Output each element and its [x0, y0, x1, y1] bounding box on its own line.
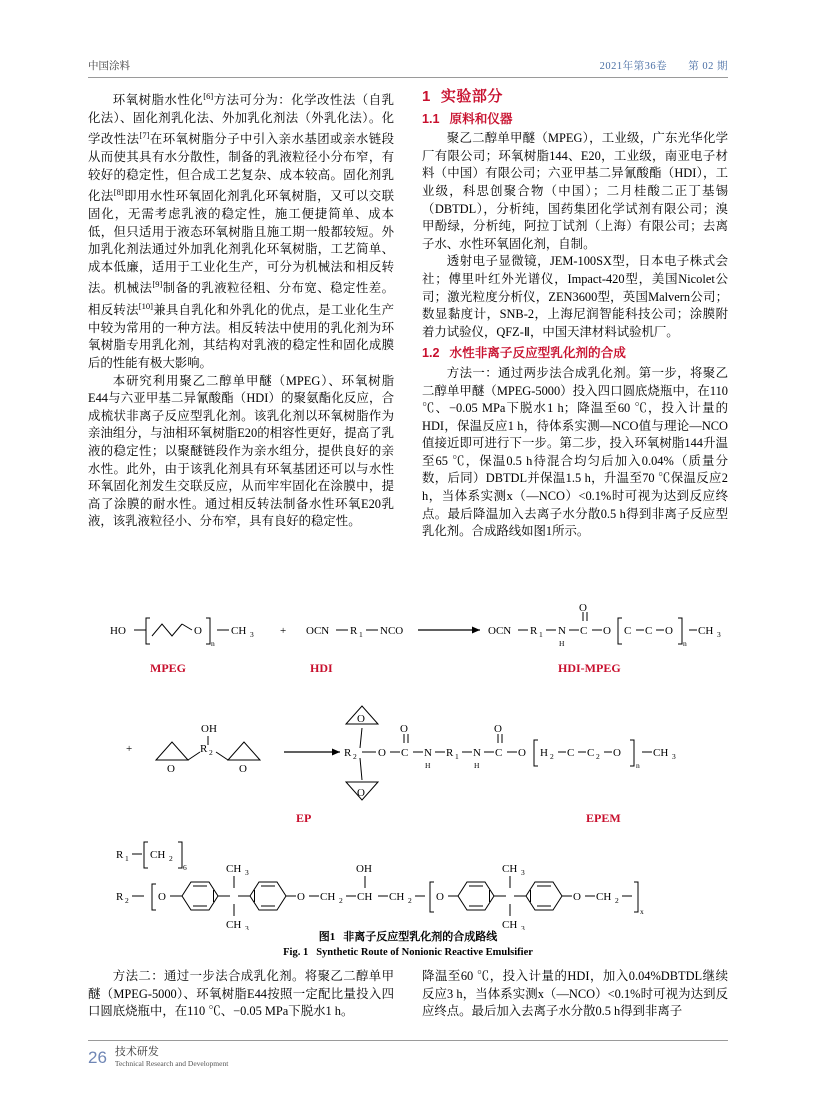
svg-text:O: O	[158, 891, 166, 903]
svg-text:C: C	[580, 625, 588, 637]
subsection-title-2: 水性非离子反应型乳化剂的合成	[449, 346, 626, 361]
svg-text:O: O	[297, 891, 305, 903]
svg-text:O: O	[573, 891, 581, 903]
svg-text:2: 2	[550, 752, 554, 761]
figure-caption-en	[88, 945, 728, 960]
svg-text:2: 2	[209, 748, 213, 757]
section-number: 1	[422, 88, 431, 105]
svg-text:+: +	[126, 743, 133, 755]
svg-text:2: 2	[408, 896, 412, 905]
right-column	[422, 88, 728, 541]
subsection-title: 原料和仪器	[449, 111, 513, 126]
svg-text:R: R	[200, 743, 208, 755]
svg-text:2: 2	[169, 854, 173, 863]
svg-text:O: O	[579, 602, 587, 614]
page-footer	[88, 1040, 728, 1070]
svg-text:O: O	[665, 625, 673, 637]
svg-text:2: 2	[353, 752, 357, 761]
svg-text:CH: CH	[389, 891, 405, 903]
svg-text:+: +	[280, 625, 287, 637]
svg-text:R: R	[530, 625, 538, 637]
svg-text:3: 3	[250, 630, 254, 639]
svg-text:CH: CH	[231, 625, 247, 637]
svg-text:O: O	[613, 747, 621, 759]
reaction-scheme-svg	[88, 600, 728, 930]
section-heading-experimental	[422, 88, 728, 106]
svg-text:OH: OH	[201, 723, 217, 735]
svg-text:CH: CH	[698, 625, 714, 637]
label-epem: EPEM	[586, 811, 621, 825]
svg-text:2: 2	[125, 896, 129, 905]
svg-text:CH: CH	[226, 919, 242, 930]
paragraph-water-based-methods: 环氧树脂水性化[6]方法可分为：化学改性法（自乳化法）、固化剂乳化法、外加乳化剂法（外乳化法）。化学改性法[7]在环氧树脂分子中引入亲水基团或亲水链段从而使其具有水分散性，制备的乳液粒径小分布窄，有较好的稳定性，但合成工艺复杂、成本较高。固化剂乳化法[8]即用水性环氧固化剂乳化环氧树脂，又可以交联固化，无需考虑乳液的稳定性，施工便捷简单、成本低，但只适用于液态环氧树脂且施工期一般都较短。外加乳化剂法通过外加乳化剂乳化环氧树脂，工艺简单、成本低廉，适用于工业化生产，可分为机械法和相反转法。机械法[9]制备的乳液粒径粗、分布宽、稳定性差。相反转法[10]兼具自乳化和外乳化的优点，是工业化生产中较为常用的一种方法。相反转法中使用的乳化剂为环氧树脂专用乳化剂，其结构对乳液的稳定性和固化成膜后的性能有极大影响。	[88, 91, 395, 370]
svg-text:3: 3	[245, 924, 249, 930]
svg-text:H: H	[474, 761, 480, 770]
svg-text:R: R	[350, 625, 358, 637]
svg-text:O: O	[378, 747, 386, 759]
svg-text:CH: CH	[502, 919, 518, 930]
header-journal-name: 中国涂料	[88, 61, 130, 72]
svg-text:C: C	[645, 625, 653, 637]
svg-text:R: R	[344, 747, 352, 759]
svg-text:3: 3	[521, 924, 525, 930]
label-hdi-mpeg: HDI-MPEG	[558, 661, 621, 675]
svg-text:1: 1	[539, 630, 543, 639]
bottom-right-column	[422, 968, 728, 1021]
svg-text:CH: CH	[226, 863, 242, 875]
label-ep: EP	[296, 811, 312, 825]
label-mpeg: MPEG	[150, 661, 186, 675]
footer-section	[115, 1046, 228, 1070]
footer-section-en: Technical Research and Development	[114, 1059, 229, 1068]
svg-text:CH: CH	[320, 891, 336, 903]
svg-text:n: n	[211, 639, 215, 648]
subsection-heading-synthesis	[422, 345, 728, 363]
svg-text:2: 2	[615, 896, 619, 905]
svg-text:x: x	[640, 907, 644, 916]
svg-text:O: O	[518, 747, 526, 759]
svg-text:H: H	[559, 639, 565, 648]
svg-text:CH: CH	[596, 891, 612, 903]
svg-text:O: O	[167, 763, 175, 775]
svg-text:R: R	[116, 849, 124, 861]
svg-text:O: O	[194, 625, 202, 637]
subsection-heading-materials	[422, 111, 728, 129]
svg-text:OCN: OCN	[306, 625, 330, 637]
left-column	[88, 88, 394, 531]
paragraph-method-one: 方法一：通过两步法合成乳化剂。第一步，将聚乙二醇单甲醚（MPEG-5000）投入四口圆底烧瓶中，在110 ℃、−0.05 MPa下脱水1 h；降温至60 ℃，投入计量的HDI，保温反应1 h，待体系实测—NCO值与理论—NCO值接近即可进行下一步。第二步，投入环氧树脂144升温至65 ℃，保温0.5 h待混合均匀后加入0.04%（质量分数，后同）DBTDL并保温1.5 h，升温至70 ℃保温反应2 h，当体系实测x（—NCO）<0.1%时可视为达到反应终点。最后降温加入去离子水分散0.5 h得到非离子反应型乳化剂。合成路线如图1所示。	[422, 365, 728, 539]
header-issue-number: 第 02 期	[688, 61, 728, 72]
subsection-number-2: 1.2	[422, 346, 440, 361]
svg-text:H: H	[540, 747, 548, 759]
subsection-number: 1.1	[422, 111, 440, 126]
svg-text:2: 2	[596, 752, 600, 761]
svg-text:O: O	[603, 625, 611, 637]
svg-text:O: O	[357, 713, 365, 725]
paragraph-method-two-b: 降温至60 ℃，投入计量的HDI，加入0.04%DBTDL继续反应3 h，当体系实测x（—NCO）<0.1%时可视为达到反应终点。最后加入去离子水分散0.5 h得到非离子	[422, 969, 728, 1019]
svg-text:1: 1	[125, 854, 129, 863]
svg-text:C: C	[624, 625, 632, 637]
paragraph-method-two-a: 方法二：通过一步法合成乳化剂。将聚乙二醇单甲醚（MPEG-5000）、环氧树脂E44按照一定配比量投入四口圆底烧瓶中，在110 ℃、−0.05 MPa下脱水1 h。	[88, 969, 394, 1019]
svg-text:R: R	[446, 747, 454, 759]
page-header	[88, 58, 728, 78]
svg-text:3: 3	[717, 630, 721, 639]
svg-text:HO: HO	[110, 625, 126, 637]
paragraph-materials: 聚乙二醇单甲醚（MPEG），工业级，广东光华化学厂有限公司；环氧树脂144、E20，工业级，南亚电子材料（中国）有限公司；六亚甲基二异氰酸酯（HDI），工业级，科思创聚合物（中国）；二月桂酸二正丁基锡（DBTDL），分析纯，国药集团化学试剂有限公司；溴甲酚绿，分析纯，阿拉丁试剂（上海）有限公司；去离子水、水性环氧固化剂，自制。	[422, 131, 728, 251]
svg-text:N: N	[424, 747, 432, 759]
paragraph-study-overview: 本研究利用聚乙二醇单甲醚（MPEG）、环氧树脂E44与六亚甲基二异氰酸酯（HDI）的聚氨酯化反应，合成梳状非离子反应型乳化剂。该乳化剂以环氧树脂作为亲油组分，与油相环氧树脂E20的相容性更好，提高了乳液的稳定性；以聚醚链段作为亲水组分，提供良好的亲水性。此外，由于该乳化剂具有环氧基团还可以与水性环氧固化剂发生交联反应，从而牢牢固化在涂膜中，提高了涂膜的耐水性。通过相反转法制备水性环氧E20乳液，该乳液粒径小、分布窄，具有良好的稳定性。	[88, 373, 394, 529]
figure-reaction-scheme	[88, 600, 728, 930]
label-hdi: HDI	[310, 661, 333, 675]
svg-text:NCO: NCO	[380, 625, 404, 637]
svg-text:3: 3	[245, 868, 249, 877]
svg-text:CH: CH	[653, 747, 669, 759]
figure-caption-cn	[88, 930, 728, 945]
figure-caption-cn-text: 非离子反应型乳化剂的合成路线	[343, 931, 498, 943]
svg-text:6: 6	[183, 863, 187, 872]
svg-text:OCN: OCN	[488, 625, 512, 637]
svg-text:O: O	[436, 891, 444, 903]
bottom-left-column	[88, 968, 394, 1021]
svg-text:2: 2	[339, 896, 343, 905]
figure-caption-en-label: Fig. 1	[283, 947, 309, 958]
figure-caption-cn-label: 图1	[318, 931, 336, 943]
svg-text:N: N	[558, 625, 566, 637]
svg-text:C: C	[587, 747, 595, 759]
svg-text:O: O	[357, 787, 365, 799]
paragraph-instruments: 透射电子显微镜，JEM-100SX型，日本电子株式会社；傅里叶红外光谱仪，Impact-420型，美国Nicolet公司；激光粒度分析仪，ZEN3600型，英国Malvern公司；数显黏度计，SNB-2，上海尼润智能科技公司；涂膜附着力试验仪，QFZ-Ⅱ，中国天津材料试验机厂。	[422, 254, 728, 339]
svg-text:n: n	[636, 761, 640, 770]
svg-text:C: C	[567, 747, 575, 759]
svg-text:N: N	[473, 747, 481, 759]
svg-text:C: C	[495, 747, 503, 759]
svg-text:n: n	[683, 639, 687, 648]
svg-text:O: O	[494, 723, 502, 735]
header-issue-year: 2021年第36卷	[599, 61, 668, 72]
svg-text:3: 3	[672, 752, 676, 761]
svg-text:1: 1	[455, 752, 459, 761]
page-number: 26	[88, 1048, 107, 1067]
svg-text:3: 3	[521, 868, 525, 877]
svg-text:O: O	[400, 723, 408, 735]
svg-text:C: C	[401, 747, 409, 759]
svg-text:CH: CH	[502, 863, 518, 875]
svg-text:OH: OH	[356, 863, 372, 875]
header-issue-info	[582, 58, 728, 73]
figure-caption	[88, 930, 728, 960]
footer-section-cn: 技术研发	[114, 1046, 159, 1058]
svg-text:R: R	[116, 891, 124, 903]
section-title: 实验部分	[440, 88, 503, 105]
svg-text:O: O	[239, 763, 247, 775]
svg-text:CH: CH	[150, 849, 166, 861]
svg-text:H: H	[425, 761, 431, 770]
svg-text:1: 1	[359, 630, 363, 639]
svg-text:CH: CH	[357, 891, 373, 903]
figure-caption-en-text: Synthetic Route of Nonionic Reactive Emulsifier	[316, 947, 533, 958]
